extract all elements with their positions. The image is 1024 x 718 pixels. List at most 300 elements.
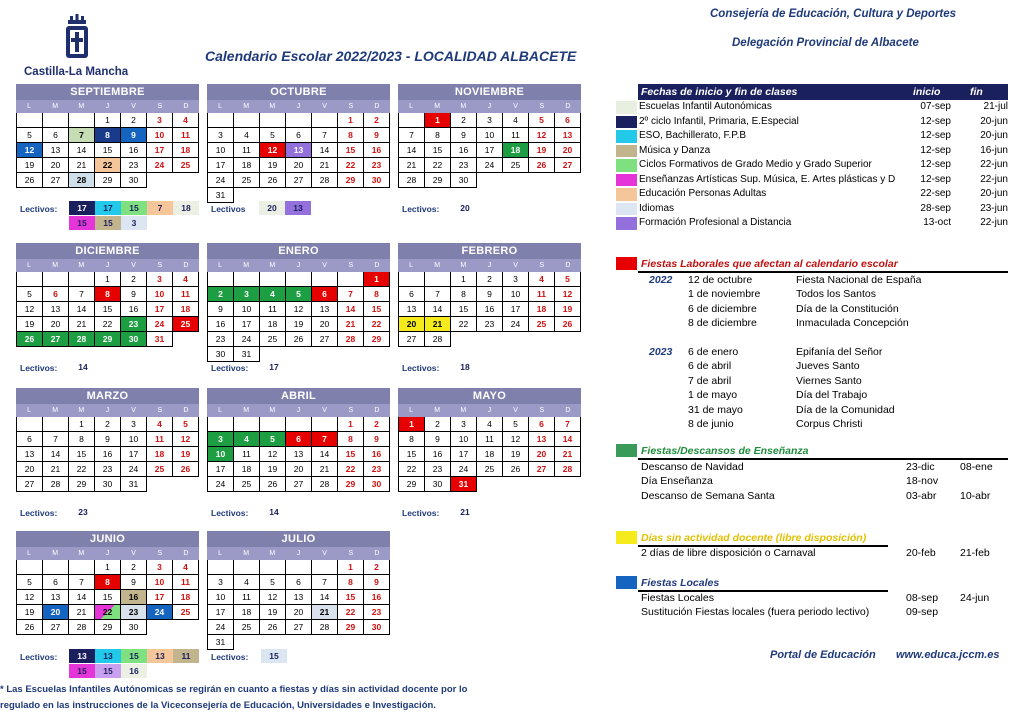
- day-cell: 29: [69, 477, 95, 492]
- month-header: OCTUBRE: [207, 84, 390, 100]
- castilla-la-mancha-emblem-icon: [62, 12, 92, 62]
- day-cell: 8: [451, 287, 477, 302]
- day-cell: 5: [555, 272, 581, 287]
- month-header: MAYO: [398, 388, 581, 404]
- day-cell: 31: [234, 347, 260, 362]
- empty-cell: [529, 173, 555, 188]
- day-cell: 28: [312, 173, 338, 188]
- day-cell: 7: [69, 287, 95, 302]
- weekday-letter: M: [460, 262, 467, 269]
- period-label: Descanso de Semana Santa: [641, 489, 775, 502]
- weekday-letter: M: [460, 407, 467, 414]
- day-cell: 22: [338, 462, 364, 477]
- lectivos-label: Lectivos:: [20, 508, 58, 518]
- empty-cell: [173, 332, 199, 347]
- weekday-letter: J: [487, 103, 492, 110]
- weekday-letter: J: [296, 407, 301, 414]
- empty-cell: [208, 560, 234, 575]
- locales-swatch: [616, 576, 637, 589]
- empty-cell: [503, 332, 529, 347]
- empty-cell: [399, 113, 425, 128]
- start-date: 22-sep: [920, 188, 951, 199]
- day-cell: 3: [121, 417, 147, 432]
- weekday-letter: D: [565, 407, 571, 414]
- day-cell: 8: [95, 575, 121, 590]
- empty-cell: [425, 272, 451, 287]
- weekday-letter: L: [27, 407, 32, 414]
- day-cell: 7: [425, 287, 451, 302]
- day-cell: 18: [529, 302, 555, 317]
- fiesta-name: Día del Trabajo: [796, 389, 868, 402]
- day-cell: 13: [555, 128, 581, 143]
- fechas-inicio-label: inicio: [913, 86, 941, 98]
- end-date: 21-jul: [983, 101, 1008, 112]
- day-cell: 23: [364, 605, 390, 620]
- day-cell: 26: [503, 462, 529, 477]
- day-cell: 22: [69, 462, 95, 477]
- day-cell: 8: [69, 432, 95, 447]
- fiestas-laborales-rule: [638, 271, 1008, 273]
- day-cell: 22: [399, 462, 425, 477]
- empty-cell: [260, 417, 286, 432]
- day-cell: 25: [173, 158, 199, 173]
- month-noviembre: [398, 84, 581, 188]
- day-cell: 6: [555, 113, 581, 128]
- lectivos-count: 20: [259, 201, 285, 215]
- day-cell: 9: [208, 302, 234, 317]
- day-cell: 30: [364, 620, 390, 635]
- day-cell: 3: [147, 560, 173, 575]
- day-cell: 9: [364, 432, 390, 447]
- weekday-letter: M: [52, 262, 59, 269]
- weekday-header: [207, 404, 390, 417]
- day-cell: 2: [364, 417, 390, 432]
- lectivos-label: Lectivos:: [20, 652, 58, 662]
- end-date: 20-jun: [980, 188, 1008, 199]
- period-to: 24-jun: [960, 592, 990, 604]
- logo-text: Castilla-La Mancha: [24, 66, 129, 78]
- day-cell: 28: [312, 620, 338, 635]
- period-from: 18-nov: [906, 475, 939, 488]
- day-cell: 18: [173, 590, 199, 605]
- empty-cell: [312, 347, 338, 362]
- day-cell: 30: [121, 332, 147, 347]
- day-cell: 17: [208, 605, 234, 620]
- day-cell: 13: [43, 143, 69, 158]
- day-cell: 26: [529, 158, 555, 173]
- day-cell: 20: [286, 605, 312, 620]
- day-cell: 15: [69, 447, 95, 462]
- day-cell: 21: [69, 158, 95, 173]
- lectivos-count: 16: [121, 664, 147, 678]
- day-cell: 12: [17, 143, 43, 158]
- day-cell: 24: [147, 317, 173, 332]
- empty-cell: [260, 272, 286, 287]
- weekday-letter: D: [565, 262, 571, 269]
- weekday-letter: J: [487, 407, 492, 414]
- weekday-letter: M: [269, 103, 276, 110]
- day-cell: 6: [286, 575, 312, 590]
- fiesta-date: 6 de enero: [688, 346, 739, 358]
- start-date: 12-sep: [920, 173, 951, 185]
- weekday-header: [16, 259, 199, 272]
- fiesta-date: 7 de abril: [688, 374, 732, 387]
- day-cell: 7: [399, 128, 425, 143]
- day-cell: 9: [364, 128, 390, 143]
- day-cell: 19: [260, 462, 286, 477]
- level-label: Escuelas Infantil Autonómicas: [639, 101, 772, 112]
- month-septiembre: [16, 84, 199, 188]
- weekday-letter: M: [269, 262, 276, 269]
- empty-cell: [451, 332, 477, 347]
- empty-cell: [260, 635, 286, 650]
- fechas-row: [616, 129, 1008, 144]
- day-cell: 17: [208, 158, 234, 173]
- period-from: 23-dic: [906, 461, 935, 473]
- day-cell: 23: [208, 332, 234, 347]
- weekday-letter: L: [218, 550, 223, 557]
- empty-cell: [17, 113, 43, 128]
- weekday-letter: D: [183, 550, 189, 557]
- day-cell: 28: [338, 332, 364, 347]
- day-cell: 16: [477, 302, 503, 317]
- day-cell: 3: [234, 287, 260, 302]
- lectivos-count: 14: [269, 507, 279, 517]
- lectivos-count: 18: [173, 201, 199, 215]
- day-cell: 11: [234, 143, 260, 158]
- day-cell: 28: [312, 477, 338, 492]
- day-cell: 30: [364, 173, 390, 188]
- period-from: 08-sep: [906, 592, 939, 604]
- weekday-letter: D: [374, 262, 380, 269]
- day-cell: 12: [173, 432, 199, 447]
- day-cell: 15: [425, 143, 451, 158]
- weekday-letter: D: [374, 103, 380, 110]
- empty-cell: [234, 635, 260, 650]
- weekday-letter: L: [409, 103, 414, 110]
- empty-cell: [173, 477, 199, 492]
- day-cell: 29: [95, 173, 121, 188]
- empty-cell: [234, 272, 260, 287]
- day-cell: 22: [364, 317, 390, 332]
- fiesta-name: Fiesta Nacional de España: [796, 274, 922, 286]
- day-cell: 28: [555, 462, 581, 477]
- fiestas-laborales-swatch: [616, 257, 637, 270]
- day-cell: 13: [286, 143, 312, 158]
- weekday-letter: V: [513, 103, 518, 110]
- day-cell: 30: [121, 620, 147, 635]
- empty-cell: [503, 173, 529, 188]
- level-label: Enseñanzas Artísticas Sup. Música, E. Artes plásticas y D: [639, 173, 896, 185]
- weekday-letter: M: [52, 103, 59, 110]
- day-cell: 20: [43, 317, 69, 332]
- level-label: 2º ciclo Infantil, Primaria, E.Especial: [639, 115, 799, 127]
- day-cell: 18: [147, 447, 173, 462]
- day-cell: 16: [95, 447, 121, 462]
- weekday-letter: S: [348, 262, 354, 269]
- day-cell: 10: [147, 128, 173, 143]
- day-cell: 4: [234, 432, 260, 447]
- empty-cell: [17, 417, 43, 432]
- month-header: SEPTIEMBRE: [16, 84, 199, 100]
- descansos-title: Fiestas/Descansos de Enseñanza: [641, 445, 809, 457]
- day-cell: 5: [260, 432, 286, 447]
- portal-link[interactable]: www.educa.jccm.es: [896, 649, 1000, 661]
- day-cell: 12: [555, 287, 581, 302]
- day-cell: 31: [147, 332, 173, 347]
- day-cell: 7: [555, 417, 581, 432]
- day-cell: 19: [503, 447, 529, 462]
- fiesta-date: 12 de octubre: [688, 274, 753, 286]
- day-cell: 17: [503, 302, 529, 317]
- level-label: ESO, Bachillerato, F.P.B: [639, 130, 747, 141]
- start-date: 28-sep: [920, 202, 951, 214]
- weekday-letter: M: [269, 407, 276, 414]
- day-cell: 18: [173, 302, 199, 317]
- day-cell: 22: [425, 158, 451, 173]
- day-grid: [398, 113, 581, 188]
- day-cell: 13: [529, 432, 555, 447]
- month-abril: [207, 388, 390, 492]
- day-cell: 17: [477, 143, 503, 158]
- weekday-letter: L: [218, 103, 223, 110]
- weekday-letter: J: [105, 407, 110, 414]
- day-cell: 9: [425, 432, 451, 447]
- fechas-title: Fechas de inicio y fin de clases: [641, 86, 798, 98]
- empty-cell: [234, 113, 260, 128]
- weekday-letter: V: [322, 103, 327, 110]
- empty-cell: [260, 113, 286, 128]
- day-cell: 30: [95, 477, 121, 492]
- weekday-letter: V: [131, 262, 136, 269]
- day-cell: 4: [260, 287, 286, 302]
- fechas-row: [616, 216, 1008, 231]
- day-cell: 15: [338, 447, 364, 462]
- day-cell: 23: [121, 317, 147, 332]
- day-cell: 5: [17, 128, 43, 143]
- lectivos-count: 17: [95, 201, 121, 215]
- level-swatch: [616, 174, 637, 187]
- day-cell: 14: [312, 143, 338, 158]
- day-cell: 10: [503, 287, 529, 302]
- weekday-letter: L: [27, 103, 32, 110]
- consejeria-name: Consejería de Educación, Cultura y Deportes: [710, 8, 957, 20]
- level-label: Educación Personas Adultas: [639, 188, 767, 199]
- lectivos-count: 15: [261, 649, 287, 663]
- day-cell: 29: [338, 173, 364, 188]
- fiestas-laborales-title: Fiestas Laborales que afectan al calendario escolar: [641, 258, 898, 270]
- fechas-row: [616, 100, 1008, 115]
- day-cell: 15: [399, 447, 425, 462]
- weekday-letter: M: [78, 407, 85, 414]
- start-date: 12-sep: [920, 159, 951, 170]
- lectivos-count: 15: [121, 649, 147, 663]
- weekday-letter: M: [52, 550, 59, 557]
- day-cell: 23: [425, 462, 451, 477]
- day-cell: 2: [364, 113, 390, 128]
- day-cell: 13: [17, 447, 43, 462]
- day-cell: 25: [503, 158, 529, 173]
- day-cell: 9: [364, 575, 390, 590]
- level-swatch: [616, 217, 637, 230]
- day-cell: 10: [121, 432, 147, 447]
- day-cell: 24: [208, 477, 234, 492]
- day-cell: 4: [147, 417, 173, 432]
- lectivos-count: 14: [78, 362, 88, 372]
- empty-cell: [364, 188, 390, 203]
- fiesta-date: 8 de junio: [688, 418, 734, 430]
- day-cell: 17: [147, 590, 173, 605]
- day-cell: 23: [95, 462, 121, 477]
- day-cell: 11: [173, 287, 199, 302]
- day-cell: 3: [503, 272, 529, 287]
- lectivos-count: 11: [173, 649, 199, 663]
- level-label: Formación Profesional a Distancia: [639, 217, 792, 228]
- day-cell: 20: [555, 143, 581, 158]
- day-cell: 2: [364, 560, 390, 575]
- end-date: 16-jun: [980, 144, 1008, 156]
- level-label: Música y Danza: [639, 144, 711, 156]
- lectivos-label: Lectivos:: [402, 204, 440, 214]
- day-cell: 6: [399, 287, 425, 302]
- day-cell: 7: [312, 432, 338, 447]
- day-cell: 11: [234, 447, 260, 462]
- fechas-row: [616, 158, 1008, 173]
- day-cell: 31: [451, 477, 477, 492]
- day-cell: 1: [69, 417, 95, 432]
- day-cell: 4: [173, 113, 199, 128]
- month-header: FEBRERO: [398, 243, 581, 259]
- fiesta-date: 8 de diciembre: [688, 317, 757, 330]
- empty-cell: [286, 113, 312, 128]
- day-cell: 16: [364, 143, 390, 158]
- day-cell: 18: [477, 447, 503, 462]
- day-cell: 5: [529, 113, 555, 128]
- weekday-letter: M: [460, 103, 467, 110]
- day-cell: 11: [147, 432, 173, 447]
- day-cell: 21: [312, 158, 338, 173]
- lectivos-count: 15: [121, 201, 147, 215]
- empty-cell: [260, 560, 286, 575]
- day-cell: 11: [503, 128, 529, 143]
- empty-cell: [529, 477, 555, 492]
- weekday-letter: V: [131, 550, 136, 557]
- day-grid: [207, 417, 390, 492]
- day-cell: 27: [43, 173, 69, 188]
- day-cell: 15: [95, 143, 121, 158]
- fiesta-name: Epifanía del Señor: [796, 346, 883, 358]
- period-from: 09-sep: [906, 606, 939, 619]
- weekday-letter: S: [539, 103, 545, 110]
- day-cell: 10: [147, 287, 173, 302]
- month-enero: [207, 243, 390, 362]
- day-cell: 12: [17, 302, 43, 317]
- day-cell: 27: [286, 620, 312, 635]
- empty-cell: [69, 272, 95, 287]
- weekday-letter: J: [105, 550, 110, 557]
- day-cell: 18: [234, 462, 260, 477]
- day-cell: 18: [173, 143, 199, 158]
- day-cell: 19: [17, 158, 43, 173]
- day-cell: 14: [69, 302, 95, 317]
- weekday-header: [16, 547, 199, 560]
- empty-cell: [312, 272, 338, 287]
- day-cell: 20: [286, 462, 312, 477]
- level-swatch: [616, 101, 637, 114]
- weekday-letter: D: [183, 262, 189, 269]
- day-cell: 28: [43, 477, 69, 492]
- level-swatch: [616, 203, 637, 216]
- weekday-header: [207, 100, 390, 113]
- weekday-letter: M: [78, 103, 85, 110]
- lectivos-count: 20: [460, 203, 470, 213]
- empty-cell: [43, 560, 69, 575]
- day-cell: 13: [312, 302, 338, 317]
- fiesta-name: Día de la Comunidad: [796, 403, 895, 416]
- day-cell: 19: [529, 143, 555, 158]
- empty-cell: [364, 635, 390, 650]
- day-cell: 28: [425, 332, 451, 347]
- day-cell: 1: [364, 272, 390, 287]
- day-cell: 5: [286, 287, 312, 302]
- weekday-letter: J: [296, 550, 301, 557]
- day-cell: 15: [95, 302, 121, 317]
- weekday-letter: M: [269, 550, 276, 557]
- day-cell: 19: [260, 158, 286, 173]
- weekday-letter: D: [565, 103, 571, 110]
- empty-cell: [286, 347, 312, 362]
- day-cell: 19: [286, 317, 312, 332]
- weekday-letter: J: [487, 262, 492, 269]
- day-cell: 29: [338, 477, 364, 492]
- day-cell: 2: [477, 272, 503, 287]
- weekday-letter: D: [183, 407, 189, 414]
- end-date: 22-jun: [980, 217, 1008, 228]
- start-date: 13-oct: [923, 217, 951, 228]
- day-cell: 15: [338, 143, 364, 158]
- weekday-letter: S: [157, 262, 163, 269]
- day-cell: 8: [364, 287, 390, 302]
- empty-cell: [364, 347, 390, 362]
- day-cell: 1: [95, 272, 121, 287]
- day-cell: 7: [338, 287, 364, 302]
- day-cell: 28: [399, 173, 425, 188]
- fiesta-date: 6 de diciembre: [688, 302, 757, 315]
- day-cell: 3: [451, 417, 477, 432]
- day-cell: 18: [260, 317, 286, 332]
- day-cell: 2: [95, 417, 121, 432]
- empty-cell: [69, 560, 95, 575]
- day-cell: 20: [286, 158, 312, 173]
- day-grid: [16, 417, 199, 492]
- day-cell: 2: [121, 560, 147, 575]
- day-cell: 30: [451, 173, 477, 188]
- day-grid: [207, 113, 390, 203]
- day-cell: 30: [208, 347, 234, 362]
- day-cell: 5: [17, 287, 43, 302]
- day-cell: 26: [286, 332, 312, 347]
- day-grid: [398, 417, 581, 492]
- day-cell: 10: [208, 590, 234, 605]
- weekday-letter: L: [409, 407, 414, 414]
- day-cell: 1: [451, 272, 477, 287]
- day-cell: 29: [95, 620, 121, 635]
- day-cell: 21: [425, 317, 451, 332]
- weekday-letter: L: [27, 262, 32, 269]
- day-cell: 20: [43, 158, 69, 173]
- month-octubre: [207, 84, 390, 203]
- day-cell: 2: [208, 287, 234, 302]
